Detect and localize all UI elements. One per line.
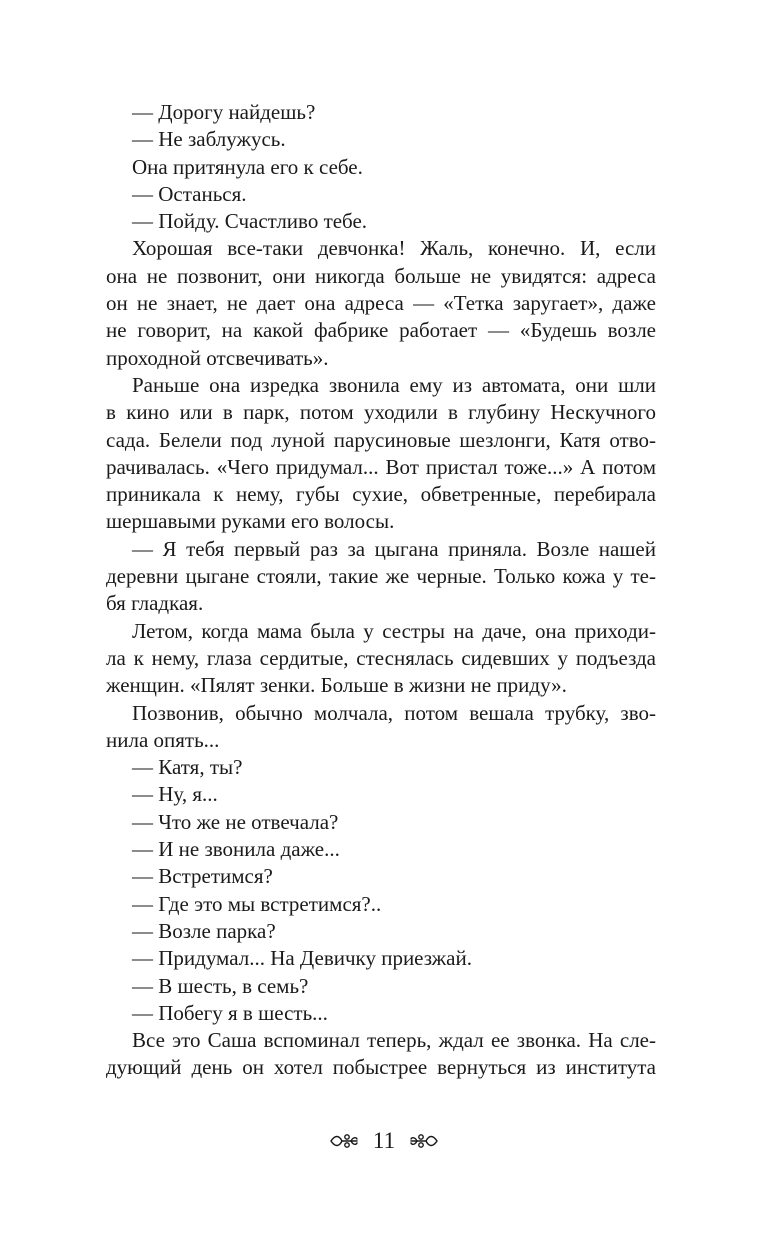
paragraph [106, 1000, 656, 1027]
text-line: деревни цыгане стояли, такие же черные. Только кожа у те- [106, 564, 656, 589]
text-line: дующий день он хотел побыстрее вернуться из института [106, 1055, 656, 1080]
text-line: проходной отсвечивать». [106, 345, 329, 370]
text-line: ла к нему, глаза сердитые, стеснялась сидевших у подъезда [106, 645, 656, 670]
text-line: нила опять... [106, 727, 220, 752]
text-line: — И не звонила даже... [132, 837, 340, 862]
paragraph [106, 781, 656, 808]
text-line: в кино или в парк, потом уходили в глубину Нескучного [106, 400, 656, 425]
text-line: — Не заблужусь. [132, 127, 286, 152]
paragraph [106, 836, 656, 863]
text-line: Хорошая все-таки девчонка! Жаль, конечно. И, если [132, 236, 656, 261]
paragraph [106, 891, 656, 918]
text-line: она не позвонит, они никогда больше не увидятся: адреса [106, 263, 656, 288]
body-text [106, 99, 656, 1082]
text-line: — Где это мы встретимся?.. [132, 891, 382, 916]
text-line: не говорит, на какой фабрике работает — «Будешь возле [106, 318, 656, 343]
text-line: сада. Белели под луной парусиновые шезлонги, Катя отво- [106, 427, 656, 452]
text-line: Она притянула его к себе. [132, 154, 363, 179]
text-line: рачивалась. «Чего придумал... Вот пристал тоже...» А потом [106, 454, 656, 479]
paragraph [106, 1027, 656, 1082]
text-line: — Дорогу найдешь? [132, 100, 316, 124]
text-line: — Побегу я в шесть... [132, 1000, 328, 1025]
text-line: — Что же не отвечала? [132, 809, 339, 834]
paragraph [106, 126, 656, 153]
paragraph [106, 208, 656, 235]
text-line: Раньше она изредка звонила ему из автомата, они шли [132, 372, 656, 397]
paragraph [106, 181, 656, 208]
text-line: приникала к нему, губы сухие, обветренные, перебирала [106, 482, 656, 507]
text-line: шершавыми руками его волосы. [106, 509, 395, 534]
page-footer [0, 1124, 768, 1156]
text-line: — Придумал... На Девичку приезжай. [132, 946, 472, 971]
text-line: — Возле парка? [132, 918, 276, 943]
text-line: — Катя, ты? [132, 755, 243, 780]
paragraph [106, 235, 656, 371]
text-line: — Останься. [132, 181, 247, 206]
paragraph [106, 918, 656, 945]
paragraph [106, 809, 656, 836]
text-line: женщин. «Пялят зенки. Больше в жизни не приду». [106, 673, 567, 698]
text-line: бя гладкая. [106, 591, 204, 616]
paragraph [106, 536, 656, 618]
paragraph [106, 973, 656, 1000]
paragraph [106, 154, 656, 181]
text-line: — Ну, я... [132, 782, 218, 807]
paragraph [106, 700, 656, 755]
text-line: — Пойду. Счастливо тебе. [132, 209, 368, 234]
text-line: — Я тебя первый раз за цыгана приняла. Возле нашей [132, 536, 656, 561]
text-line: он не знает, не дает она адреса — «Тетка заругает», даже [106, 291, 656, 316]
fleuron-left-icon [329, 1132, 359, 1150]
paragraph [106, 99, 656, 126]
paragraph [106, 754, 656, 781]
text-line: Все это Саша вспоминал теперь, ждал ее звонка. На сле- [132, 1028, 656, 1053]
text-line: Летом, когда мама была у сестры на даче, она приходи- [132, 618, 656, 643]
page-number: 11 [372, 1127, 396, 1153]
paragraph [106, 945, 656, 972]
text-line: — Встретимся? [132, 864, 273, 889]
text-line: Позвонив, обычно молчала, потом вешала трубку, зво- [132, 700, 656, 725]
paragraph [106, 618, 656, 700]
paragraph [106, 863, 656, 890]
fleuron-right-icon [409, 1132, 439, 1150]
text-line: — В шесть, в семь? [132, 973, 309, 998]
paragraph [106, 372, 656, 536]
